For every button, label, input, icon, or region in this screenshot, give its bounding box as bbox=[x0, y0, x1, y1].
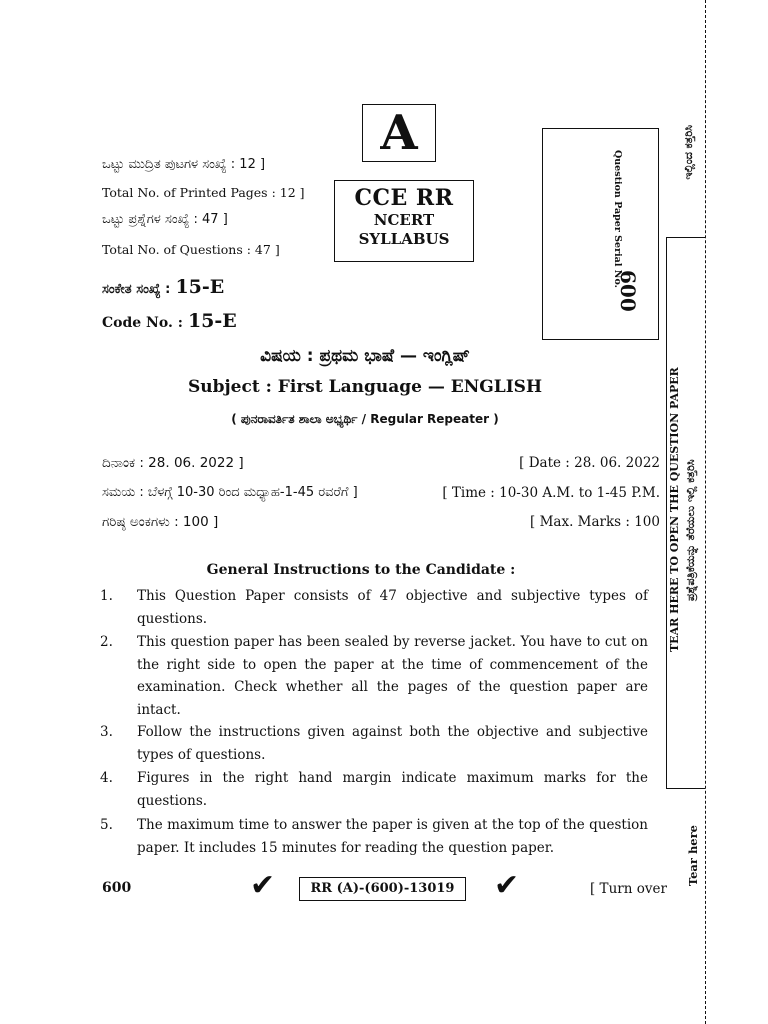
code-kannada bbox=[102, 276, 224, 298]
instruction-number: 5. bbox=[100, 817, 113, 833]
serial-label: Question Paper Serial No. bbox=[612, 150, 623, 288]
page-code: 600 bbox=[102, 880, 132, 896]
instruction-item bbox=[100, 767, 648, 812]
instruction-number: 4. bbox=[100, 770, 113, 786]
tear-here-label: Tear here bbox=[686, 825, 700, 887]
cce-line2: NCERT bbox=[373, 211, 435, 229]
paper-code-box bbox=[299, 877, 466, 901]
syllabus-box bbox=[334, 180, 474, 262]
version-letter: A bbox=[380, 105, 418, 161]
serial-number-box bbox=[542, 128, 659, 340]
instruction-number: 2. bbox=[100, 634, 113, 650]
instruction-text: The maximum time to answer the paper is given at the top of the question paper. It includes 15 minutes for reading the question paper. bbox=[137, 817, 648, 856]
instruction-item bbox=[100, 585, 648, 630]
marks-english: [ Max. Marks : 100 bbox=[530, 514, 660, 530]
tear-instruction-kannada: ಪ್ರಶ್ನೆಪತ್ರಿಕೆಯನ್ನು ತೆರೆಯಲು ಇಲ್ಲಿ ಕತ್ತರಿಸಿ bbox=[684, 459, 697, 601]
instruction-item bbox=[100, 631, 648, 721]
instruction-item bbox=[100, 721, 648, 766]
cce-title: CCE RR bbox=[354, 185, 454, 211]
instruction-text: This question paper has been sealed by reverse jacket. You have to cut on the right side to open the paper at the time of commencement of the examination. Check whether all the pages of the question paper are intact. bbox=[137, 634, 648, 718]
marks-kannada: ಗರಿಷ್ಠ ಅಂಕಗಳು : 100 ] bbox=[102, 514, 219, 530]
instruction-number: 1. bbox=[100, 588, 113, 604]
subject-kannada: ವಿಷಯ : ಪ್ರಥಮ ಭಾಷೆ — ಇಂಗ್ಲಿಷ್ bbox=[260, 346, 470, 366]
paper-code: RR (A)-(600)-13019 bbox=[310, 881, 455, 896]
subject-english: Subject : First Language — ENGLISH bbox=[187, 377, 543, 397]
code-kannada-value: 15-E bbox=[175, 276, 225, 298]
questions-kannada: ಒಟ್ಟು ಪ್ರಶ್ನೆಗಳ ಸಂಖ್ಯೆ : 47 ] bbox=[102, 212, 228, 227]
tick-mark-left: ✔ bbox=[250, 868, 276, 903]
instruction-text: This Question Paper consists of 47 objective and subjective types of questions. bbox=[137, 588, 648, 627]
tear-line bbox=[705, 0, 706, 1024]
code-english bbox=[102, 310, 237, 332]
cut-here-kannada: ಇಲ್ಲಿಂದ ಕತ್ತರಿಸಿ bbox=[682, 125, 695, 180]
time-english: [ Time : 10-30 A.M. to 1-45 P.M. bbox=[442, 485, 660, 501]
date-kannada: ದಿನಾಂಕ : 28. 06. 2022 ] bbox=[102, 455, 244, 471]
instruction-item bbox=[100, 814, 648, 859]
serial-number: 600 bbox=[616, 270, 640, 312]
candidate-type: ( ಪುನರಾವರ್ತಿತ ಶಾಲಾ ಅಭ್ಯರ್ಥಿ / Regular Repeater ) bbox=[231, 412, 499, 426]
pages-english: Total No. of Printed Pages : 12 ] bbox=[102, 185, 305, 200]
instruction-text: Figures in the right hand margin indicate maximum marks for the questions. bbox=[137, 770, 648, 809]
date-english: [ Date : 28. 06. 2022 bbox=[519, 455, 660, 471]
code-kannada-label: ಸಂಕೇತ ಸಂಖ್ಯೆ : bbox=[102, 282, 171, 297]
instructions-title: General Instructions to the Candidate : bbox=[206, 562, 516, 578]
version-letter-box bbox=[362, 104, 436, 162]
tick-mark-right: ✔ bbox=[494, 868, 520, 903]
code-english-value: 15-E bbox=[187, 310, 237, 332]
turn-over: [ Turn over bbox=[590, 881, 667, 897]
code-english-label: Code No. : bbox=[102, 315, 183, 331]
tear-instruction-english: TEAR HERE TO OPEN THE QUESTION PAPER bbox=[668, 367, 681, 653]
pages-kannada: ಒಟ್ಟು ಮುದ್ರಿತ ಪುಟಗಳ ಸಂಖ್ಯೆ : 12 ] bbox=[102, 157, 266, 172]
instruction-text: Follow the instructions given against both the objective and subjective types of questions. bbox=[137, 724, 648, 763]
time-kannada: ಸಮಯ : ಬೆಳಗ್ಗೆ 10-30 ರಿಂದ ಮಧ್ಯಾಹ-1-45 ರವರೆಗೆ ] bbox=[102, 485, 358, 500]
instruction-number: 3. bbox=[100, 724, 113, 740]
cce-line3: SYLLABUS bbox=[358, 230, 450, 248]
questions-english: Total No. of Questions : 47 ] bbox=[102, 242, 280, 257]
